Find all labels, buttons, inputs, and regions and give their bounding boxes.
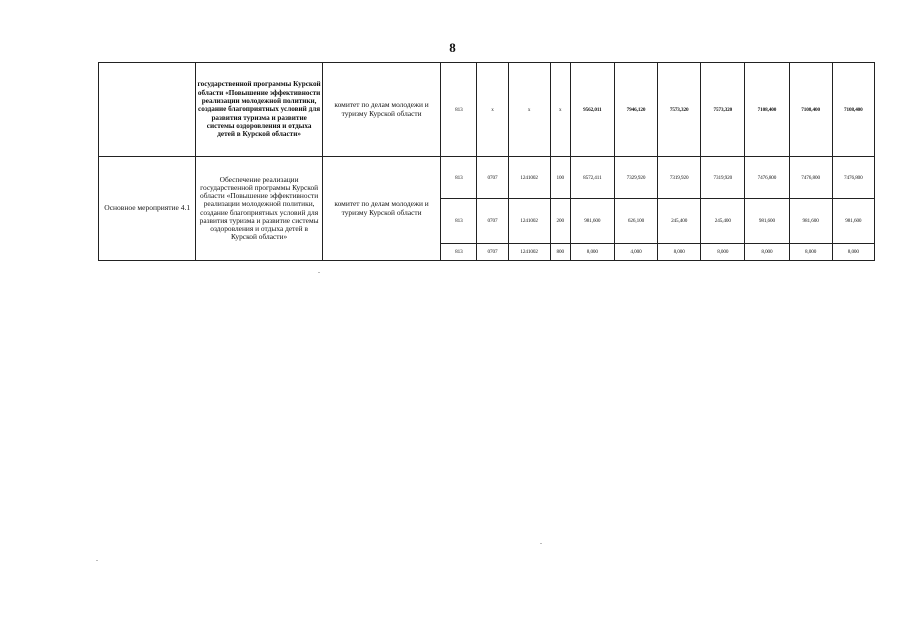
value-cell: 8,000 <box>789 244 832 261</box>
scan-speck <box>318 272 320 273</box>
csr-cell: 1241002 <box>508 244 550 261</box>
csr-cell: 1241002 <box>508 157 550 199</box>
table-row <box>99 157 875 199</box>
table-row <box>99 63 875 157</box>
vr-cell: 200 <box>550 199 570 244</box>
executor-cell: комитет по делам молодежи и туризму Курской области <box>322 63 440 157</box>
status-cell <box>99 63 196 157</box>
value-cell: 9562,011 <box>570 63 614 157</box>
value-cell: 7108,400 <box>789 63 832 157</box>
rzpr-cell: 0707 <box>477 157 508 199</box>
value-cell: 981,600 <box>789 199 832 244</box>
vr-cell: 800 <box>550 244 570 261</box>
page-number: 8 <box>449 40 456 55</box>
vr-cell: x <box>550 63 570 157</box>
value-cell: 8,000 <box>701 244 745 261</box>
vr-cell: 100 <box>550 157 570 199</box>
value-cell: 981,600 <box>570 199 614 244</box>
value-cell: 7319,920 <box>701 157 745 199</box>
value-cell: 7108,400 <box>832 63 874 157</box>
grbs-cell: 813 <box>441 63 477 157</box>
name-cell: Обеспечение реализации государственной программы Курской области «Повышение эффективности реализации молодежной политики, создание благоприятных условий для развития туризма и развитие системы оздоровления и отдыха детей в Курской области» <box>196 157 322 261</box>
value-cell: 8,000 <box>658 244 701 261</box>
rzpr-cell: 0707 <box>477 199 508 244</box>
value-cell: 245,400 <box>658 199 701 244</box>
value-cell: 4,000 <box>614 244 657 261</box>
csr-cell: 1241002 <box>508 199 550 244</box>
value-cell: 7573,320 <box>701 63 745 157</box>
value-cell: 8572,411 <box>570 157 614 199</box>
value-cell: 7476,800 <box>789 157 832 199</box>
value-cell: 7573,320 <box>658 63 701 157</box>
scan-speck <box>96 560 98 561</box>
value-cell: 7108,400 <box>745 63 789 157</box>
grbs-cell: 813 <box>441 157 477 199</box>
budget-table <box>98 62 875 261</box>
value-cell: 8,000 <box>570 244 614 261</box>
value-cell: 8,000 <box>832 244 874 261</box>
value-cell: 626,100 <box>614 199 657 244</box>
name-cell: государственной программы Курской области «Повышение эффективности реализации молодежной политики, создание благоприятных условий для развития туризма и развитие системы оздоровления и отдыха детей в Курской области» <box>196 63 322 157</box>
value-cell: 7476,800 <box>745 157 789 199</box>
value-cell: 7329,920 <box>614 157 657 199</box>
value-cell: 245,400 <box>701 199 745 244</box>
rzpr-cell: x <box>477 63 508 157</box>
value-cell: 8,000 <box>745 244 789 261</box>
csr-cell: x <box>508 63 550 157</box>
scan-speck <box>540 543 542 544</box>
value-cell: 981,600 <box>832 199 874 244</box>
value-cell: 7319,920 <box>658 157 701 199</box>
value-cell: 7476,800 <box>832 157 874 199</box>
grbs-cell: 813 <box>441 199 477 244</box>
status-cell: Основное мероприятие 4.1 <box>99 157 196 261</box>
rzpr-cell: 0707 <box>477 244 508 261</box>
value-cell: 7946,120 <box>614 63 657 157</box>
executor-cell: комитет по делам молодежи и туризму Курской области <box>322 157 440 261</box>
grbs-cell: 813 <box>441 244 477 261</box>
value-cell: 981,600 <box>745 199 789 244</box>
